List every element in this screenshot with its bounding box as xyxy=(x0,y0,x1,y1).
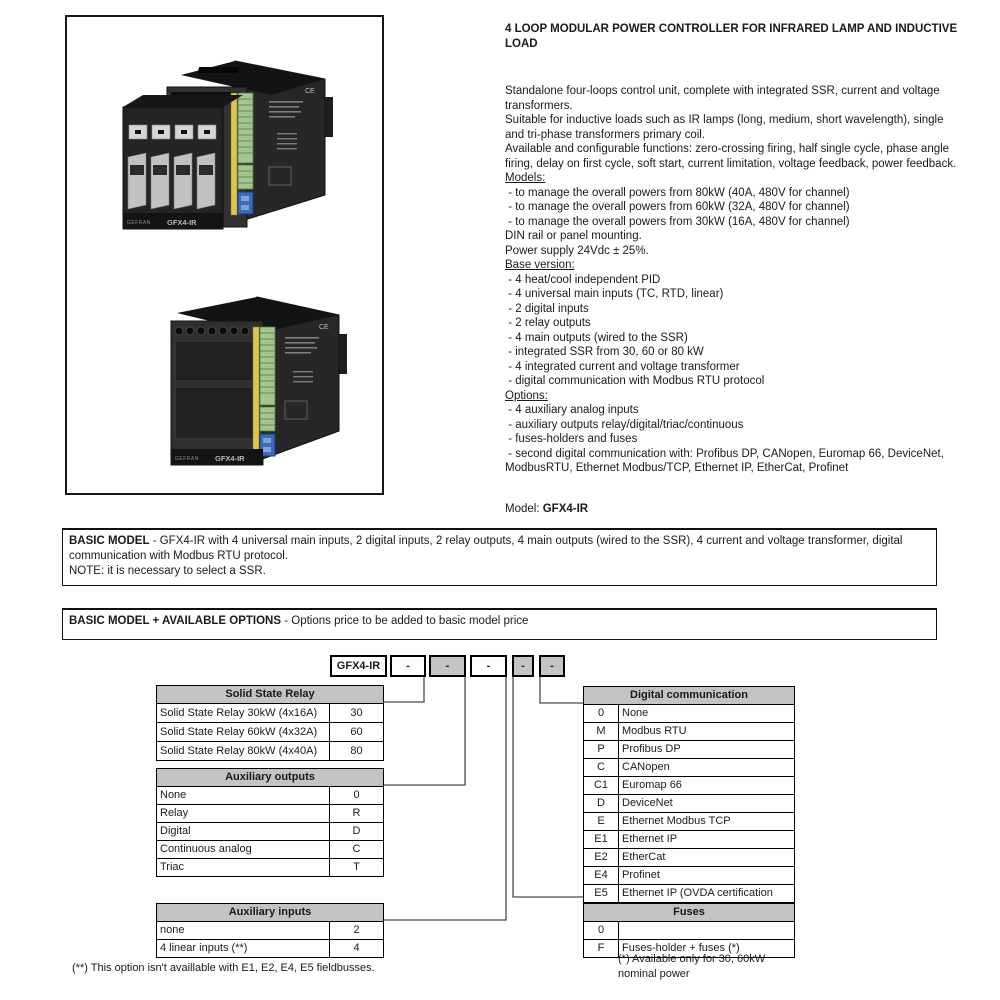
intro-paragraphs xyxy=(505,84,960,171)
fuses-table xyxy=(583,903,795,958)
table-row xyxy=(584,705,794,722)
svg-text:CE: CE xyxy=(319,324,329,331)
option-label-cell: DeviceNet xyxy=(622,797,673,809)
table-row xyxy=(584,848,794,866)
aux-outputs-table xyxy=(156,768,384,877)
option-label-cell: None xyxy=(160,789,187,801)
fuses-footnote: (*) Available only for 30, 60kW nominal power xyxy=(618,953,766,980)
order-code-connector-lines xyxy=(0,640,1000,1000)
option-label-cell: Digital xyxy=(160,825,191,837)
model-line-item: - to manage the overall powers from 60kW (32A, 480V for channel) xyxy=(505,201,850,213)
option-label-cell: none xyxy=(160,924,185,936)
options-item: - 4 auxiliary analog inputs xyxy=(505,404,639,416)
base-version-item: - digital communication with Modbus RTU protocol xyxy=(505,375,765,387)
option-label-cell: EtherCat xyxy=(622,851,666,863)
models-heading: Models: xyxy=(505,172,546,184)
base-version-item: - 2 digital inputs xyxy=(505,302,589,315)
options-item: - second digital communication with: Profibus DP, CANopen, Euromap 66, DeviceNet, ModbusRTU, Ethernet Modbus/TCP, Ethernet IP, EtherCat, Profinet xyxy=(505,447,948,474)
option-label-cell: CANopen xyxy=(622,761,670,773)
option-code-cell: 80 xyxy=(329,742,383,760)
digital-comm-table xyxy=(583,686,795,903)
table-row xyxy=(157,804,383,822)
table-header: Fuses xyxy=(584,904,794,922)
table-row xyxy=(157,922,383,939)
option-code-cell: 30 xyxy=(329,704,383,722)
options-list xyxy=(505,403,960,476)
table-row xyxy=(157,840,383,858)
aux-inputs-table xyxy=(156,903,384,958)
option-code-cell: D xyxy=(584,795,619,812)
table-header: Digital communication xyxy=(584,687,794,705)
order-code-placeholder-2: - xyxy=(429,655,466,677)
model-line-item: - to manage the overall powers from 80kW (40A, 480V for channel) xyxy=(505,186,850,199)
order-code-placeholder-1: - xyxy=(390,655,426,677)
basic-model-note: NOTE: it is necessary to select a SSR. xyxy=(69,565,266,577)
available-options-title: BASIC MODEL + AVAILABLE OPTIONS xyxy=(69,615,282,627)
available-options-section xyxy=(62,608,937,640)
option-code-cell: 4 xyxy=(329,940,383,957)
option-label-cell: Solid State Relay 80kW (4x40A) xyxy=(160,745,318,757)
option-code-cell: R xyxy=(329,805,383,822)
option-code-cell: T xyxy=(329,859,383,876)
option-code-cell: 60 xyxy=(329,723,383,741)
base-version-item: - 2 relay outputs xyxy=(505,317,591,329)
model-label: GFX4-IR xyxy=(215,454,245,463)
order-code-placeholder-5: - xyxy=(539,655,565,677)
base-version-item: - 4 integrated current and voltage transformer xyxy=(505,360,740,373)
base-version-heading: Base version: xyxy=(505,259,575,271)
page-title: 4 LOOP MODULAR POWER CONTROLLER FOR INFRARED LAMP AND INDUCTIVE LOAD xyxy=(505,23,958,50)
base-version-item: - integrated SSR from 30, 60 or 80 kW xyxy=(505,346,704,358)
option-label-cell: Profinet xyxy=(622,869,660,881)
table-header: Auxiliary inputs xyxy=(157,904,383,922)
base-version-item: - 4 heat/cool independent PID xyxy=(505,273,661,286)
option-code-cell: E1 xyxy=(584,831,619,848)
base-version-item: - 4 main outputs (wired to the SSR) xyxy=(505,331,688,344)
options-item: - fuses-holders and fuses xyxy=(505,433,638,445)
option-code-cell: C xyxy=(329,841,383,858)
option-code-cell: M xyxy=(584,723,619,740)
options-item: - auxiliary outputs relay/digital/triac/continuous xyxy=(505,418,744,431)
table-row xyxy=(584,758,794,776)
option-code-cell: E xyxy=(584,813,619,830)
option-label-cell: Modbus RTU xyxy=(622,725,687,737)
table-row xyxy=(157,741,383,760)
option-code-cell: 0 xyxy=(584,922,619,939)
available-options-text: - Options price to be added to basic model price xyxy=(281,615,529,627)
table-row xyxy=(584,866,794,884)
option-label-cell: Ethernet IP (OVDA certification xyxy=(622,887,773,899)
option-label-cell: Fuses-holder + fuses (*) xyxy=(622,942,740,954)
table-row xyxy=(157,722,383,741)
order-code-placeholder-3: - xyxy=(470,655,507,677)
table-row xyxy=(157,787,383,804)
order-code-model-box: GFX4-IR xyxy=(330,655,387,677)
basic-model-title: BASIC MODEL xyxy=(69,535,150,547)
table-row xyxy=(157,939,383,957)
option-code-cell: 0 xyxy=(584,705,619,722)
option-code-cell: F xyxy=(584,940,619,957)
option-code-cell: 2 xyxy=(329,922,383,939)
options-heading: Options: xyxy=(505,389,548,402)
aux-inputs-footnote: (**) This option isn't availlable with E1, E2, E4, E5 fieldbusses. xyxy=(72,962,375,974)
option-label-cell: Profibus DP xyxy=(622,743,681,755)
base-version-item: - 4 universal main inputs (TC, RTD, linear) xyxy=(505,288,724,300)
table-row xyxy=(157,822,383,840)
description-line: Suitable for inductive loads such as IR lamps (long, medium, short wavelength), single and tri-phase transformers primary coil. xyxy=(505,114,947,141)
option-code-cell: C1 xyxy=(584,777,619,794)
svg-text:CE: CE xyxy=(305,88,315,95)
option-code-cell: E4 xyxy=(584,867,619,884)
table-row xyxy=(584,884,794,902)
table-row xyxy=(157,858,383,876)
basic-model-section xyxy=(62,528,937,586)
product-photo-frame xyxy=(65,15,384,495)
option-label-cell: Relay xyxy=(160,807,189,819)
model-value: GFX4-IR xyxy=(542,502,589,515)
description-line: Standalone four-loops control unit, complete with integrated SSR, current and voltage transformers. xyxy=(505,85,943,112)
mounting-line: DIN rail or panel mounting. xyxy=(505,230,642,242)
option-code-cell: E2 xyxy=(584,849,619,866)
option-label-cell: Solid State Relay 60kW (4x32A) xyxy=(160,726,318,738)
power-supply-line: Power supply 24Vdc ± 25%. xyxy=(505,244,649,257)
description-column xyxy=(505,22,960,516)
option-code-cell: 0 xyxy=(329,787,383,804)
option-label-cell: Continuous analog xyxy=(160,843,252,855)
brand-label: GEFRAN xyxy=(127,220,151,226)
product-photo-bottom xyxy=(127,279,352,479)
table-row xyxy=(584,740,794,758)
table-row xyxy=(584,776,794,794)
ssr-table xyxy=(156,685,384,761)
option-code-cell: P xyxy=(584,741,619,758)
table-row xyxy=(584,922,794,939)
order-code-placeholder-4: - xyxy=(512,655,534,677)
option-code-cell: E5 xyxy=(584,885,619,902)
basic-model-text: - GFX4-IR with 4 universal main inputs, 2 digital inputs, 2 relay outputs, 4 main outputs (wired to the SSR), 4 current and voltage transformer, digital communication with Modbus RTU protocol. xyxy=(69,535,903,562)
table-row xyxy=(157,704,383,722)
option-label-cell: Ethernet Modbus TCP xyxy=(622,815,731,827)
option-code-cell: C xyxy=(584,759,619,776)
table-row xyxy=(584,830,794,848)
model-line-item: - to manage the overall powers from 30kW (16A, 480V for channel) xyxy=(505,215,850,228)
option-label-cell: None xyxy=(622,707,649,719)
models-list xyxy=(505,186,960,230)
description-line: Available and configurable functions: zero-crossing firing, half single cycle, phase angle firing, delay on first cycle, soft start, current limitation, voltage feedback, power feedback. xyxy=(505,143,957,170)
table-row xyxy=(584,812,794,830)
option-label-cell: Solid State Relay 30kW (4x16A) xyxy=(160,707,318,719)
option-label-cell: Triac xyxy=(160,861,185,873)
model-label: Model: xyxy=(505,502,540,515)
base-version-list xyxy=(505,273,960,389)
model-line xyxy=(505,502,960,517)
table-row xyxy=(584,722,794,740)
product-photo-top xyxy=(109,37,349,247)
option-label-cell: Ethernet IP xyxy=(622,833,678,845)
option-label-cell xyxy=(619,922,794,939)
option-label-cell: Euromap 66 xyxy=(622,779,682,791)
option-code-cell: D xyxy=(329,823,383,840)
table-header: Solid State Relay xyxy=(157,686,383,704)
option-label-cell: 4 linear inputs (**) xyxy=(160,942,248,954)
table-row xyxy=(584,794,794,812)
model-label: GFX4-IR xyxy=(167,218,197,227)
table-header: Auxiliary outputs xyxy=(157,769,383,787)
brand-label: GEFRAN xyxy=(175,456,199,462)
